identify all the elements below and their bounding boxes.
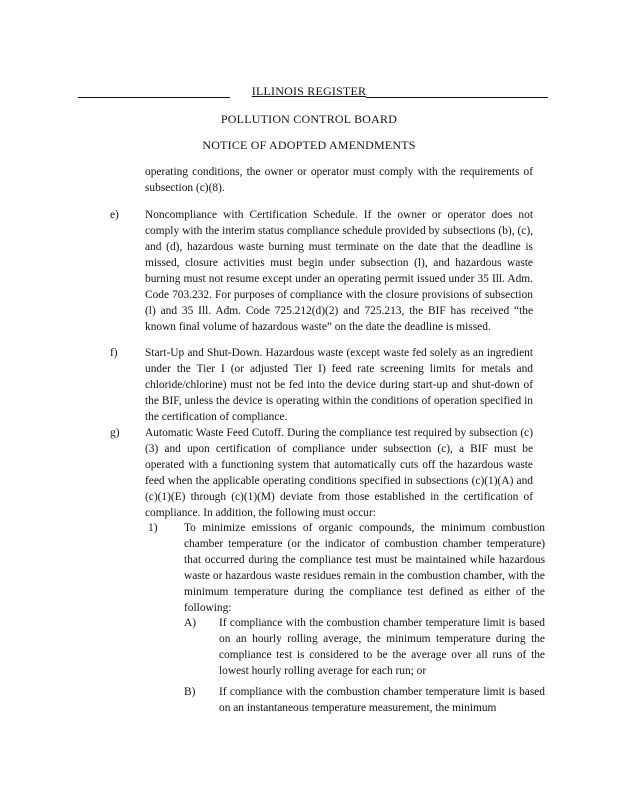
subsection-g1-text: To minimize emissions of organic compounds, the minimum combustion chamber temperature (or the indicator of combustion chamber temperature) that occurred during the compliance test must be maintained while hazardous waste or hazardous waste residues remain in the combustion chamber, with the minimum temperature during the compliance test defined as either of the following: bbox=[184, 522, 545, 614]
subsection-gA-text: If compliance with the combustion chamber temperature limit is based on an hourly rolling average, the minimum temperature during the compliance test is considered to be the average over all runs of the lowest hourly rolling average for each run; or bbox=[219, 617, 545, 677]
board-title: POLLUTION CONTROL BOARD bbox=[220, 112, 398, 126]
notice-title: NOTICE OF ADOPTED AMENDMENTS bbox=[202, 138, 416, 152]
subsection-f-label: f) bbox=[110, 347, 118, 359]
subsection-gB-label: B) bbox=[184, 686, 196, 698]
subsection-gA-label: A) bbox=[184, 617, 197, 629]
subsection-e-label: e) bbox=[110, 209, 119, 221]
register-title: ILLINOIS REGISTER bbox=[251, 84, 367, 98]
subsection-g1-label: 1) bbox=[148, 522, 158, 534]
subsection-f-text: Start-Up and Shut-Down. Hazardous waste (except waste fed solely as an ingredient under the Tier I (or adjusted Tier I) feed rate screening limits for metals and chloride/chlorine) must not be fed into the device during start-up and shut-down of the BIF, unless the device is operating within the conditions of operation specified in the certification of compliance. bbox=[145, 347, 533, 423]
subsection-g-label: g) bbox=[110, 427, 120, 439]
continuation-paragraph: operating conditions, the owner or operator must comply with the requirements of subsection (c)(8). bbox=[145, 166, 533, 194]
subsection-e-text: Noncompliance with Certification Schedule. If the owner or operator does not comply with the interim status compliance schedule provided by subsections (b), (c), and (d), hazardous waste burning must terminate on the date that the deadline is missed, closure activities must begin under subsection (l), and hazardous waste burning must not resume except under an operating permit issued under 35 Ill. Adm. Code 703.232. For purposes of compliance with the closure provisions of subsection (l) and 35 Ill. Adm. Code 725.212(d)(2) and 725.213, the BIF has received “the known final volume of hazardous waste” on the date the deadline is missed. bbox=[145, 209, 533, 333]
subsection-g-text: Automatic Waste Feed Cutoff. During the compliance test required by subsection (c)(3) and upon certification of compliance under subsection (c), a BIF must be operated with a functioning system that automatically cuts off the hazardous waste feed when the applicable operating conditions specified in subsections (c)(1)(A) and (c)(1)(E) through (c)(1)(M) deviate from those established in the certification of compliance. In addition, the following must occur: bbox=[145, 427, 533, 519]
subsection-gB-text: If compliance with the combustion chamber temperature limit is based on an instantaneous temperature measurement, the minimum bbox=[219, 686, 545, 714]
